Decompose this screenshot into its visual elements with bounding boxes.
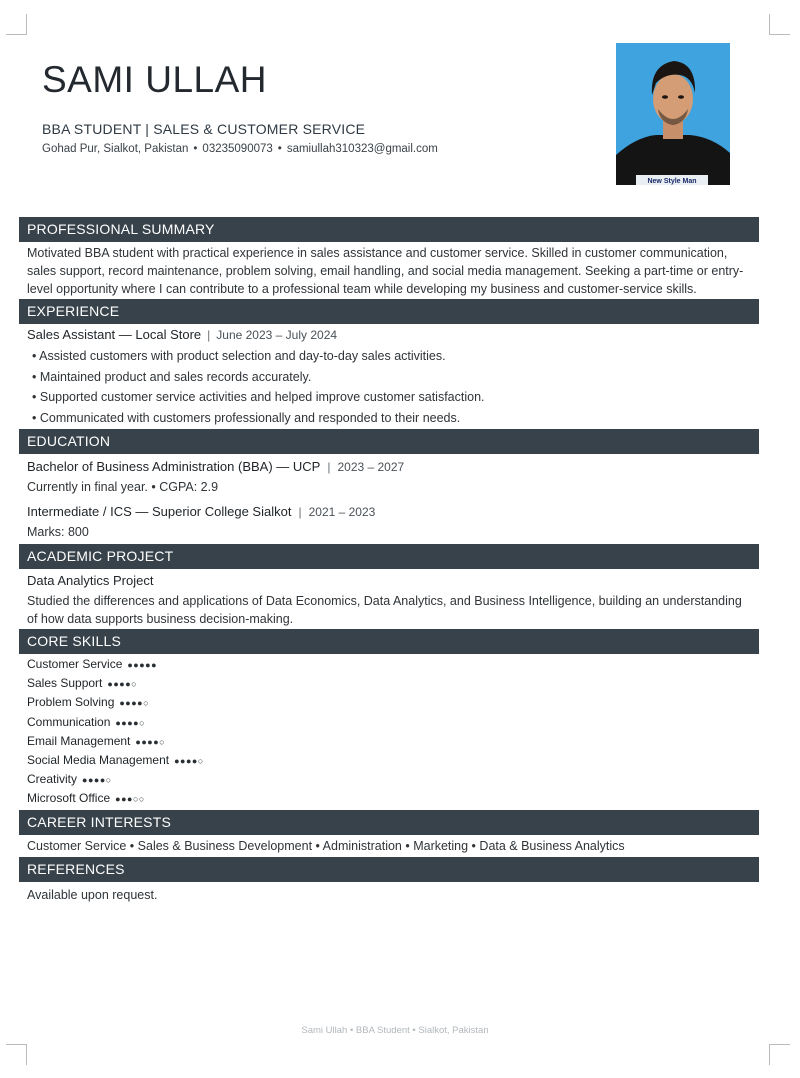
resume-name: SAMI ULLAH [42, 59, 268, 100]
skill-rating: ●●●●○ [115, 717, 146, 728]
skill-name: Creativity [27, 772, 78, 787]
skill-rating: ●●●●○ [107, 679, 138, 690]
skill-item [27, 713, 751, 732]
corner-mark-bottom-right [769, 1044, 790, 1065]
skill-name: Sales Support [27, 676, 103, 691]
skill-item [27, 674, 751, 693]
experience-bullet: • Assisted customers with product selection and day-to-day sales activities. [32, 346, 759, 367]
education-item [19, 454, 759, 499]
project-text: Studied the differences and applications of Data Economics, Data Analytics, and Business Intelligence, building an understanding of how data supports business decision-making. [27, 594, 742, 626]
profile-photo-illustration [616, 43, 730, 185]
education-title [19, 499, 759, 521]
skill-name: Problem Solving [27, 695, 115, 710]
skill-name: Communication [27, 714, 111, 729]
skill-name: Microsoft Office [27, 791, 111, 806]
section-header-interests: CAREER INTERESTS [19, 810, 759, 835]
experience-bullet: • Maintained product and sales records accurately. [32, 367, 759, 388]
section-header-project: ACADEMIC PROJECT [19, 544, 759, 569]
contact-line [42, 143, 438, 155]
education-degree: Intermediate / ICS — Superior College Sialkot [27, 504, 292, 519]
project-name: Data Analytics Project [27, 573, 154, 588]
skill-name: Customer Service [27, 657, 123, 671]
profile-photo [616, 43, 730, 185]
corner-mark-top-left [6, 14, 27, 35]
skill-item [27, 789, 751, 808]
references-text: Available upon request. [27, 887, 158, 902]
skill-rating: ●●●●○ [119, 698, 150, 709]
section-header-skills: CORE SKILLS [19, 629, 759, 654]
summary-text: Motivated BBA student with practical experience in sales assistance and customer service. Skilled in customer communication, sales support, record maintenance, problem solving, email handling, and social media management. Seeking a part-time or entry-level opportunity where I can contribute to a professional team while developing my business and customer-service skills. [27, 246, 744, 296]
skill-item [27, 770, 751, 789]
shirt-print-text: New Style Man [647, 178, 697, 185]
contact-location: Gohad Pur, Sialkot, Pakistan [42, 143, 189, 155]
section-header-references: REFERENCES [19, 857, 759, 882]
education-detail: Marks: 800 [27, 525, 89, 539]
education-degree: Bachelor of Business Administration (BBA) — UCP [27, 459, 321, 474]
corner-mark-top-right [769, 14, 790, 35]
section-header-summary: PROFESSIONAL SUMMARY [19, 217, 759, 242]
contact-phone[interactable]: 03235090073 [202, 143, 273, 155]
corner-mark-bottom-left [6, 1044, 27, 1065]
skill-rating: ●●●○○ [115, 794, 145, 805]
skill-name: Social Media Management [27, 753, 170, 768]
education-dates: 2021 – 2023 [308, 505, 376, 519]
resume-body [19, 217, 759, 908]
skill-item [27, 655, 751, 674]
experience-role-title: Sales Assistant — Local Store [27, 327, 202, 342]
contact-separator: • [277, 143, 282, 155]
skill-item [27, 751, 751, 770]
skill-item [27, 693, 751, 712]
skill-item [27, 732, 751, 751]
education-item [19, 499, 759, 544]
education-dates: 2023 – 2027 [337, 460, 405, 474]
experience-dates: June 2023 – July 2024 [216, 328, 338, 342]
experience-bullet: • Communicated with customers professionally and responded to their needs. [32, 408, 759, 429]
contact-separator: • [193, 143, 198, 155]
skill-rating: ●●●●● [127, 660, 158, 670]
section-header-experience: EXPERIENCE [19, 299, 759, 324]
contact-email[interactable]: samiullah310323@gmail.com [286, 143, 438, 155]
education-separator: | [298, 505, 302, 519]
experience-separator: | [207, 328, 211, 342]
education-detail: Currently in final year. • CGPA: 2.9 [27, 480, 219, 494]
resume-subtitle: BBA STUDENT | SALES & CUSTOMER SERVICE [42, 121, 366, 137]
education-title [19, 454, 759, 476]
skill-name: Email Management [27, 733, 131, 748]
skills-list [19, 654, 759, 810]
section-header-education: EDUCATION [19, 429, 759, 454]
experience-role [19, 324, 759, 344]
interests-text: Customer Service • Sales & Business Development • Administration • Marketing • Data & Business Analytics [27, 838, 625, 853]
experience-bullet: • Supported customer service activities and helped improve customer satisfaction. [32, 387, 759, 408]
page-footer: Sami Ullah • BBA Student • Sialkot, Pakistan [301, 1025, 489, 1036]
skill-rating: ●●●●○ [174, 756, 204, 767]
education-separator: | [327, 460, 331, 474]
skill-rating: ●●●●○ [82, 775, 112, 786]
experience-bullets [19, 344, 759, 429]
skill-rating: ●●●●○ [135, 736, 166, 747]
